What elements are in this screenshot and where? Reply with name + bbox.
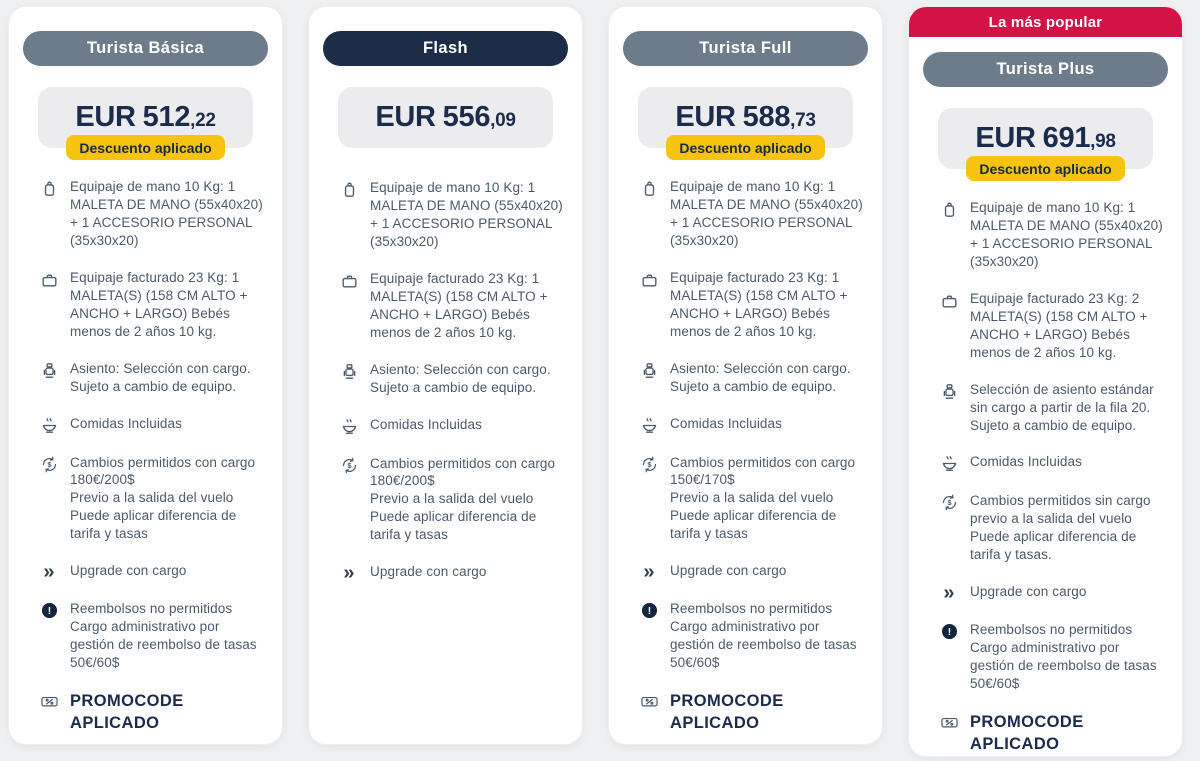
promocode-icon bbox=[39, 691, 59, 734]
feature-text bbox=[970, 492, 1164, 564]
price-decimals: ,98 bbox=[1090, 131, 1116, 152]
feature-row bbox=[39, 415, 264, 435]
price-amount: 512 bbox=[142, 101, 191, 133]
changes-icon bbox=[339, 455, 359, 545]
fare-name-pill bbox=[323, 31, 568, 66]
feature-line: Cargo administrativo por gestión de reembolso de tasas 50€/60$ bbox=[670, 619, 857, 671]
meals-icon bbox=[39, 415, 59, 435]
changes-icon bbox=[39, 454, 59, 544]
feature-text bbox=[970, 199, 1164, 271]
feature-line: Previo a la salida del vuelo bbox=[70, 490, 234, 506]
svg-text:$: $ bbox=[46, 459, 52, 469]
features-list bbox=[339, 179, 564, 585]
feature-line: Puede aplicar diferencia de tarifa y tasas bbox=[70, 508, 237, 542]
hand-luggage-icon bbox=[639, 178, 659, 250]
feature-row bbox=[39, 454, 264, 544]
feature-text bbox=[70, 415, 182, 435]
feature-row bbox=[939, 582, 1164, 605]
svg-text:$: $ bbox=[946, 498, 952, 508]
feature-row bbox=[939, 492, 1164, 564]
feature-text bbox=[670, 454, 864, 544]
price bbox=[75, 101, 215, 134]
feature-row bbox=[39, 178, 264, 250]
features-list bbox=[39, 178, 264, 734]
price-currency: EUR bbox=[675, 101, 736, 133]
feature-row bbox=[39, 600, 264, 672]
feature-line: Cambios permitidos con cargo 150€/170$ bbox=[670, 454, 856, 488]
hand-luggage-icon bbox=[339, 179, 359, 251]
price-currency: EUR bbox=[375, 101, 436, 133]
feature-line: Selección de asiento estándar sin cargo a partir de la fila 20. Sujeto a cambio de equipo. bbox=[970, 381, 1154, 433]
feature-row bbox=[639, 415, 864, 435]
price-currency: EUR bbox=[975, 122, 1036, 154]
changes-icon bbox=[639, 454, 659, 544]
discount-badge: Descuento aplicado bbox=[666, 135, 824, 160]
feature-row bbox=[639, 178, 864, 250]
price bbox=[675, 101, 815, 134]
feature-text bbox=[970, 621, 1164, 693]
price-decimals: ,22 bbox=[190, 110, 216, 131]
upgrade-icon: » bbox=[943, 582, 955, 605]
feature-line: Puede aplicar diferencia de tarifa y tasas bbox=[670, 508, 837, 542]
feature-row bbox=[639, 561, 864, 584]
feature-line: Equipaje facturado 23 Kg: 1 MALETA(S) (158 CM ALTO + ANCHO + LARGO) Bebés menos de 2 años 10 kg. bbox=[70, 269, 248, 339]
fare-name: Turista Plus bbox=[996, 60, 1095, 78]
fare-name-pill bbox=[623, 31, 868, 66]
feature-text bbox=[70, 600, 264, 672]
feature-row bbox=[939, 290, 1164, 362]
feature-text bbox=[370, 361, 564, 397]
feature-row bbox=[639, 269, 864, 341]
fare-name-pill bbox=[923, 52, 1168, 87]
upgrade-icon: » bbox=[43, 561, 55, 584]
upgrade-icon: » bbox=[643, 561, 655, 584]
feature-line: Cambios permitidos con cargo 180€/200$ bbox=[70, 454, 256, 488]
feature-text bbox=[670, 360, 864, 396]
feature-line: Equipaje de mano 10 Kg: 1 MALETA DE MANO (55x40x20) + 1 ACCESORIO PERSONAL (35x30x20) bbox=[970, 200, 1163, 269]
feature-row bbox=[639, 360, 864, 396]
fare-card-body bbox=[309, 7, 582, 585]
feature-row bbox=[339, 455, 564, 545]
price-amount: 588 bbox=[742, 101, 791, 133]
feature-line: Comidas Incluidas bbox=[970, 454, 1083, 470]
changes-icon bbox=[939, 492, 959, 564]
feature-row bbox=[39, 360, 264, 396]
feature-line: Reembolsos no permitidos bbox=[670, 601, 833, 617]
feature-line: Asiento: Selección con cargo. Sujeto a cambio de equipo. bbox=[370, 361, 551, 395]
fare-card-turista-full[interactable] bbox=[608, 6, 883, 745]
fare-name-pill bbox=[23, 31, 268, 66]
checked-luggage-icon bbox=[39, 269, 59, 341]
feature-text bbox=[670, 269, 864, 341]
hand-luggage-icon bbox=[39, 178, 59, 250]
feature-text bbox=[70, 269, 264, 341]
discount-badge: Descuento aplicado bbox=[66, 135, 224, 160]
feature-row bbox=[39, 691, 264, 734]
refund-icon bbox=[939, 621, 959, 693]
seat-icon bbox=[339, 361, 359, 397]
feature-line: Puede aplicar diferencia de tarifa y tasas. bbox=[970, 529, 1137, 563]
feature-line: Upgrade con cargo bbox=[70, 563, 187, 579]
feature-line: Reembolsos no permitidos bbox=[70, 601, 233, 617]
feature-text bbox=[670, 562, 787, 581]
checked-luggage-icon bbox=[339, 270, 359, 342]
fare-card-turista-plus[interactable] bbox=[908, 6, 1183, 757]
feature-line: Equipaje facturado 23 Kg: 1 MALETA(S) (158 CM ALTO + ANCHO + LARGO) Bebés menos de 2 años 10 kg. bbox=[670, 269, 848, 339]
feature-text bbox=[70, 562, 187, 581]
feature-line: Equipaje facturado 23 Kg: 2 MALETA(S) (158 CM ALTO + ANCHO + LARGO) Bebés menos de 2 años 10 kg. bbox=[970, 290, 1148, 360]
price-amount: 556 bbox=[442, 101, 491, 133]
price-box bbox=[338, 87, 553, 148]
fare-card-flash[interactable] bbox=[308, 6, 583, 745]
feature-text bbox=[670, 600, 864, 672]
feature-line: Previo a la salida del vuelo bbox=[370, 491, 534, 507]
promocode-icon bbox=[939, 712, 959, 755]
seat-icon bbox=[39, 360, 59, 396]
feature-text bbox=[970, 453, 1082, 473]
feature-line: Equipaje de mano 10 Kg: 1 MALETA DE MANO (55x40x20) + 1 ACCESORIO PERSONAL (35x30x20) bbox=[370, 180, 563, 249]
feature-line: Cargo administrativo por gestión de reembolso de tasas 50€/60$ bbox=[970, 640, 1157, 692]
feature-text bbox=[970, 712, 1164, 755]
feature-row bbox=[939, 453, 1164, 473]
feature-row bbox=[39, 561, 264, 584]
feature-text bbox=[670, 415, 782, 435]
feature-line: Reembolsos no permitidos bbox=[970, 622, 1133, 638]
feature-line: Equipaje facturado 23 Kg: 1 MALETA(S) (158 CM ALTO + ANCHO + LARGO) Bebés menos de 2 años 10 kg. bbox=[370, 270, 548, 340]
price-amount: 691 bbox=[1042, 122, 1091, 154]
feature-line: Cambios permitidos sin cargo previo a la salida del vuelo bbox=[970, 493, 1151, 527]
refund-icon bbox=[639, 600, 659, 672]
checked-luggage-icon bbox=[639, 269, 659, 341]
checked-luggage-icon bbox=[939, 290, 959, 362]
feature-line: Equipaje de mano 10 Kg: 1 MALETA DE MANO (55x40x20) + 1 ACCESORIO PERSONAL (35x30x20) bbox=[670, 179, 863, 248]
feature-row bbox=[339, 270, 564, 342]
refund-icon bbox=[39, 600, 59, 672]
svg-text:$: $ bbox=[346, 460, 352, 470]
feature-text bbox=[970, 290, 1164, 362]
feature-line: Cambios permitidos con cargo 180€/200$ bbox=[370, 455, 556, 489]
feature-line: Asiento: Selección con cargo. Sujeto a cambio de equipo. bbox=[670, 360, 851, 394]
popular-banner: La más popular bbox=[909, 7, 1182, 37]
feature-row bbox=[639, 454, 864, 544]
feature-line: Upgrade con cargo bbox=[970, 584, 1087, 600]
feature-row bbox=[339, 416, 564, 436]
feature-row bbox=[939, 712, 1164, 755]
fare-card-body bbox=[9, 7, 282, 734]
feature-line: Upgrade con cargo bbox=[370, 564, 487, 580]
feature-row bbox=[339, 179, 564, 251]
feature-line: Comidas Incluidas bbox=[670, 415, 783, 431]
feature-row bbox=[39, 269, 264, 341]
feature-line: PROMOCODE APLICADO bbox=[70, 692, 184, 732]
feature-row bbox=[339, 562, 564, 585]
feature-line: Comidas Incluidas bbox=[370, 416, 483, 432]
feature-row bbox=[339, 361, 564, 397]
feature-text bbox=[70, 454, 264, 544]
meals-icon bbox=[339, 416, 359, 436]
features-list bbox=[939, 199, 1164, 755]
feature-row bbox=[939, 199, 1164, 271]
svg-text:$: $ bbox=[646, 459, 652, 469]
svg-text:!: ! bbox=[647, 606, 651, 618]
seat-icon bbox=[939, 381, 959, 435]
feature-text bbox=[370, 563, 487, 582]
price bbox=[375, 101, 515, 134]
feature-text bbox=[670, 691, 864, 734]
feature-row bbox=[939, 381, 1164, 435]
feature-line: Asiento: Selección con cargo. Sujeto a cambio de equipo. bbox=[70, 360, 251, 394]
feature-text bbox=[370, 270, 564, 342]
feature-line: Puede aplicar diferencia de tarifa y tasas bbox=[370, 509, 537, 543]
price-decimals: ,73 bbox=[790, 110, 816, 131]
fare-name: Flash bbox=[422, 39, 469, 57]
price-currency: EUR bbox=[75, 101, 136, 133]
feature-line: Upgrade con cargo bbox=[670, 563, 787, 579]
fare-card-turista-basica[interactable] bbox=[8, 6, 283, 745]
feature-text bbox=[70, 178, 264, 250]
feature-text bbox=[970, 381, 1164, 435]
meals-icon bbox=[639, 415, 659, 435]
fare-card-body bbox=[609, 7, 882, 734]
feature-line: PROMOCODE APLICADO bbox=[670, 692, 784, 732]
promocode-icon bbox=[639, 691, 659, 734]
feature-text bbox=[370, 179, 564, 251]
feature-text bbox=[970, 583, 1087, 602]
seat-icon bbox=[639, 360, 659, 396]
feature-text bbox=[370, 455, 564, 545]
price-decimals: ,09 bbox=[490, 110, 516, 131]
feature-row bbox=[939, 621, 1164, 693]
meals-icon bbox=[939, 453, 959, 473]
fare-name: Turista Básica bbox=[86, 39, 205, 57]
price bbox=[975, 122, 1115, 155]
feature-line: Comidas Incluidas bbox=[70, 415, 183, 431]
svg-text:!: ! bbox=[47, 606, 51, 618]
svg-text:!: ! bbox=[947, 627, 951, 639]
feature-row bbox=[639, 600, 864, 672]
feature-line: Previo a la salida del vuelo bbox=[670, 490, 834, 506]
fare-name: Turista Full bbox=[699, 39, 792, 57]
feature-line: Equipaje de mano 10 Kg: 1 MALETA DE MANO (55x40x20) + 1 ACCESORIO PERSONAL (35x30x20) bbox=[70, 179, 263, 248]
feature-line: PROMOCODE APLICADO bbox=[970, 713, 1084, 753]
hand-luggage-icon bbox=[939, 199, 959, 271]
feature-text bbox=[370, 416, 482, 436]
features-list bbox=[639, 178, 864, 734]
upgrade-icon: » bbox=[343, 562, 355, 585]
feature-text bbox=[670, 178, 864, 250]
discount-badge: Descuento aplicado bbox=[966, 156, 1124, 181]
feature-text bbox=[70, 691, 264, 734]
feature-line: Cargo administrativo por gestión de reembolso de tasas 50€/60$ bbox=[70, 619, 257, 671]
feature-row bbox=[639, 691, 864, 734]
fare-card-body bbox=[909, 37, 1182, 755]
feature-text bbox=[70, 360, 264, 396]
